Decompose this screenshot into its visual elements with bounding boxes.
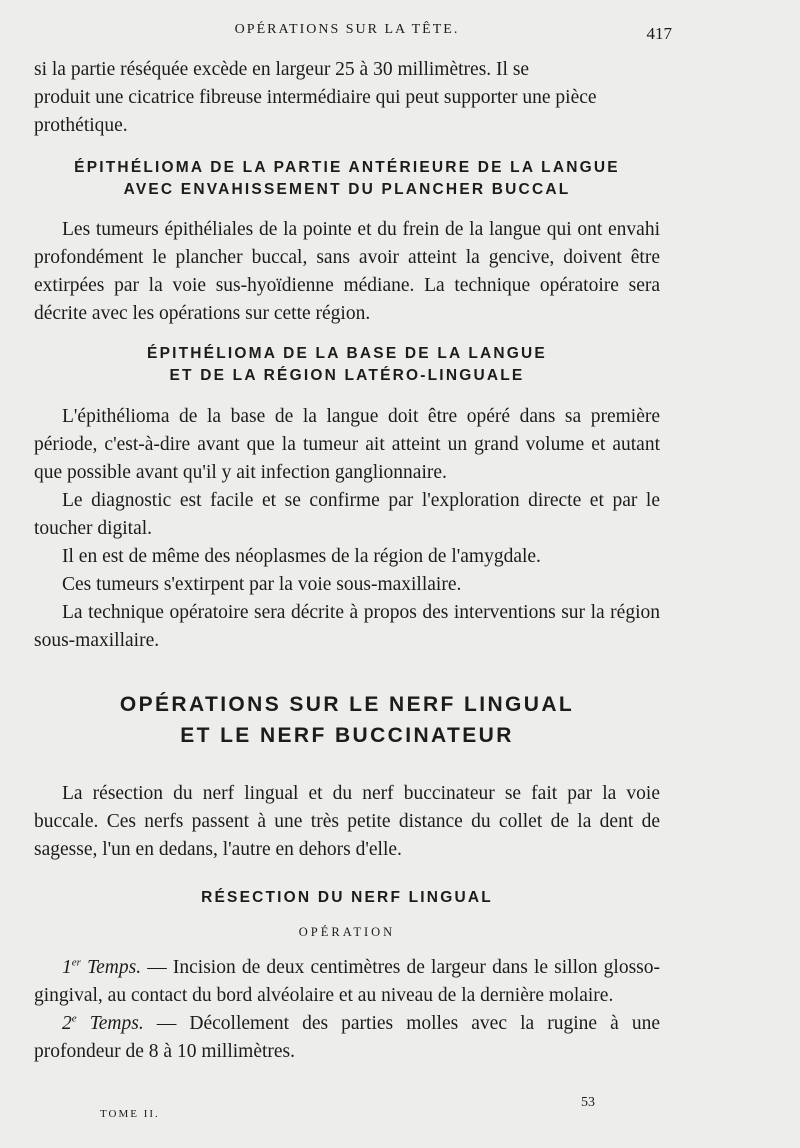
heading-line: ÉPITHÉLIOMA DE LA BASE DE LA LANGUE — [147, 345, 547, 362]
intro-line-3: prothétique. — [34, 115, 128, 136]
running-head — [34, 20, 672, 43]
step-label — [62, 957, 141, 978]
book-page — [34, 20, 672, 1066]
intro-line-2: produit une cicatrice fibreuse intermédiaire qui peut supporter une pièce — [34, 87, 597, 108]
heading-line: ET DE LA RÉGION LATÉRO-LINGUALE — [169, 367, 525, 384]
section-heading-lingual-resection: RÉSECTION DU NERF LINGUAL — [201, 889, 493, 906]
step-ordinal: e — [71, 1012, 77, 1025]
section-heading-anterior-tongue — [34, 157, 660, 201]
paragraph-anterior-tongue: Les tumeurs épithéliales de la pointe et du frein de la langue qui ont envahi profondément le plancher buccal, sans avoir atteint la gencive, doivent être extirpées par la voie sus-hyoïdienne médiane. La technique opératoire sera décrite avec les opérations sur cette région. — [34, 219, 660, 324]
step-number: 2 — [62, 1013, 72, 1034]
paragraph-nerve-resection: La résection du nerf lingual et du nerf buccinateur se fait par la voie buccale. Ces nerfs passent à une très petite distance du collet de la dent de sagesse, l'un en dedans, l'autre en dehors d'elle. — [34, 783, 660, 860]
page-number: 417 — [646, 24, 672, 43]
volume-footer: TOME II. — [100, 1108, 160, 1120]
paragraph-technique: La technique opératoire sera décrite à propos des interventions sur la région sous-maxillaire. — [34, 602, 660, 651]
signature-mark: 53 — [581, 1095, 595, 1110]
operation-subheading: OPÉRATION — [298, 925, 396, 939]
operation-step-2 — [34, 1010, 660, 1066]
paragraph-amygdala: Il en est de même des néoplasmes de la région de l'amygdale. — [62, 546, 541, 567]
heading-line: ET LE NERF BUCCINATEUR — [180, 724, 514, 747]
heading-line: AVEC ENVAHISSEMENT DU PLANCHER BUCCAL — [123, 181, 571, 198]
paragraph-extirpation: Ces tumeurs s'extirpent par la voie sous-maxillaire. — [62, 574, 462, 595]
heading-line: ÉPITHÉLIOMA DE LA PARTIE ANTÉRIEURE DE LA LANGUE — [74, 159, 620, 176]
intro-line-1: si la partie réséquée excède en largeur 25 à 30 millimètres. Il se — [34, 59, 530, 80]
step-label — [62, 1013, 144, 1034]
section-heading-tongue-base — [34, 343, 660, 387]
heading-line: OPÉRATIONS SUR LE NERF LINGUAL — [119, 693, 575, 716]
paragraph-tongue-base: L'épithélioma de la base de la langue doit être opéré dans sa première période, c'est-à-dire avant que la tumeur ait atteint un grand volume et autant que possible avant qu'il y ait infection ganglionnaire. — [34, 406, 660, 483]
step-text: — Incision de deux centimètres de largeur dans le sillon glosso-gingival, au contact du bord alvéolaire et au niveau de la dernière molaire. — [34, 957, 661, 1006]
paragraph-diagnosis: Le diagnostic est facile et se confirme par l'exploration directe et par le toucher digital. — [34, 490, 660, 539]
step-number: 1 — [62, 957, 72, 978]
step-text: — Décollement des parties molles avec la rugine à une profondeur de 8 à 10 millimètres. — [34, 1013, 660, 1062]
step-word: Temps. — [87, 957, 142, 978]
chapter-heading-lingual-nerve — [34, 689, 660, 751]
operation-step-1 — [34, 954, 660, 1010]
running-title: OPÉRATIONS SUR LA TÊTE. — [234, 22, 460, 37]
step-word: Temps. — [89, 1013, 144, 1034]
step-ordinal: er — [71, 956, 81, 969]
